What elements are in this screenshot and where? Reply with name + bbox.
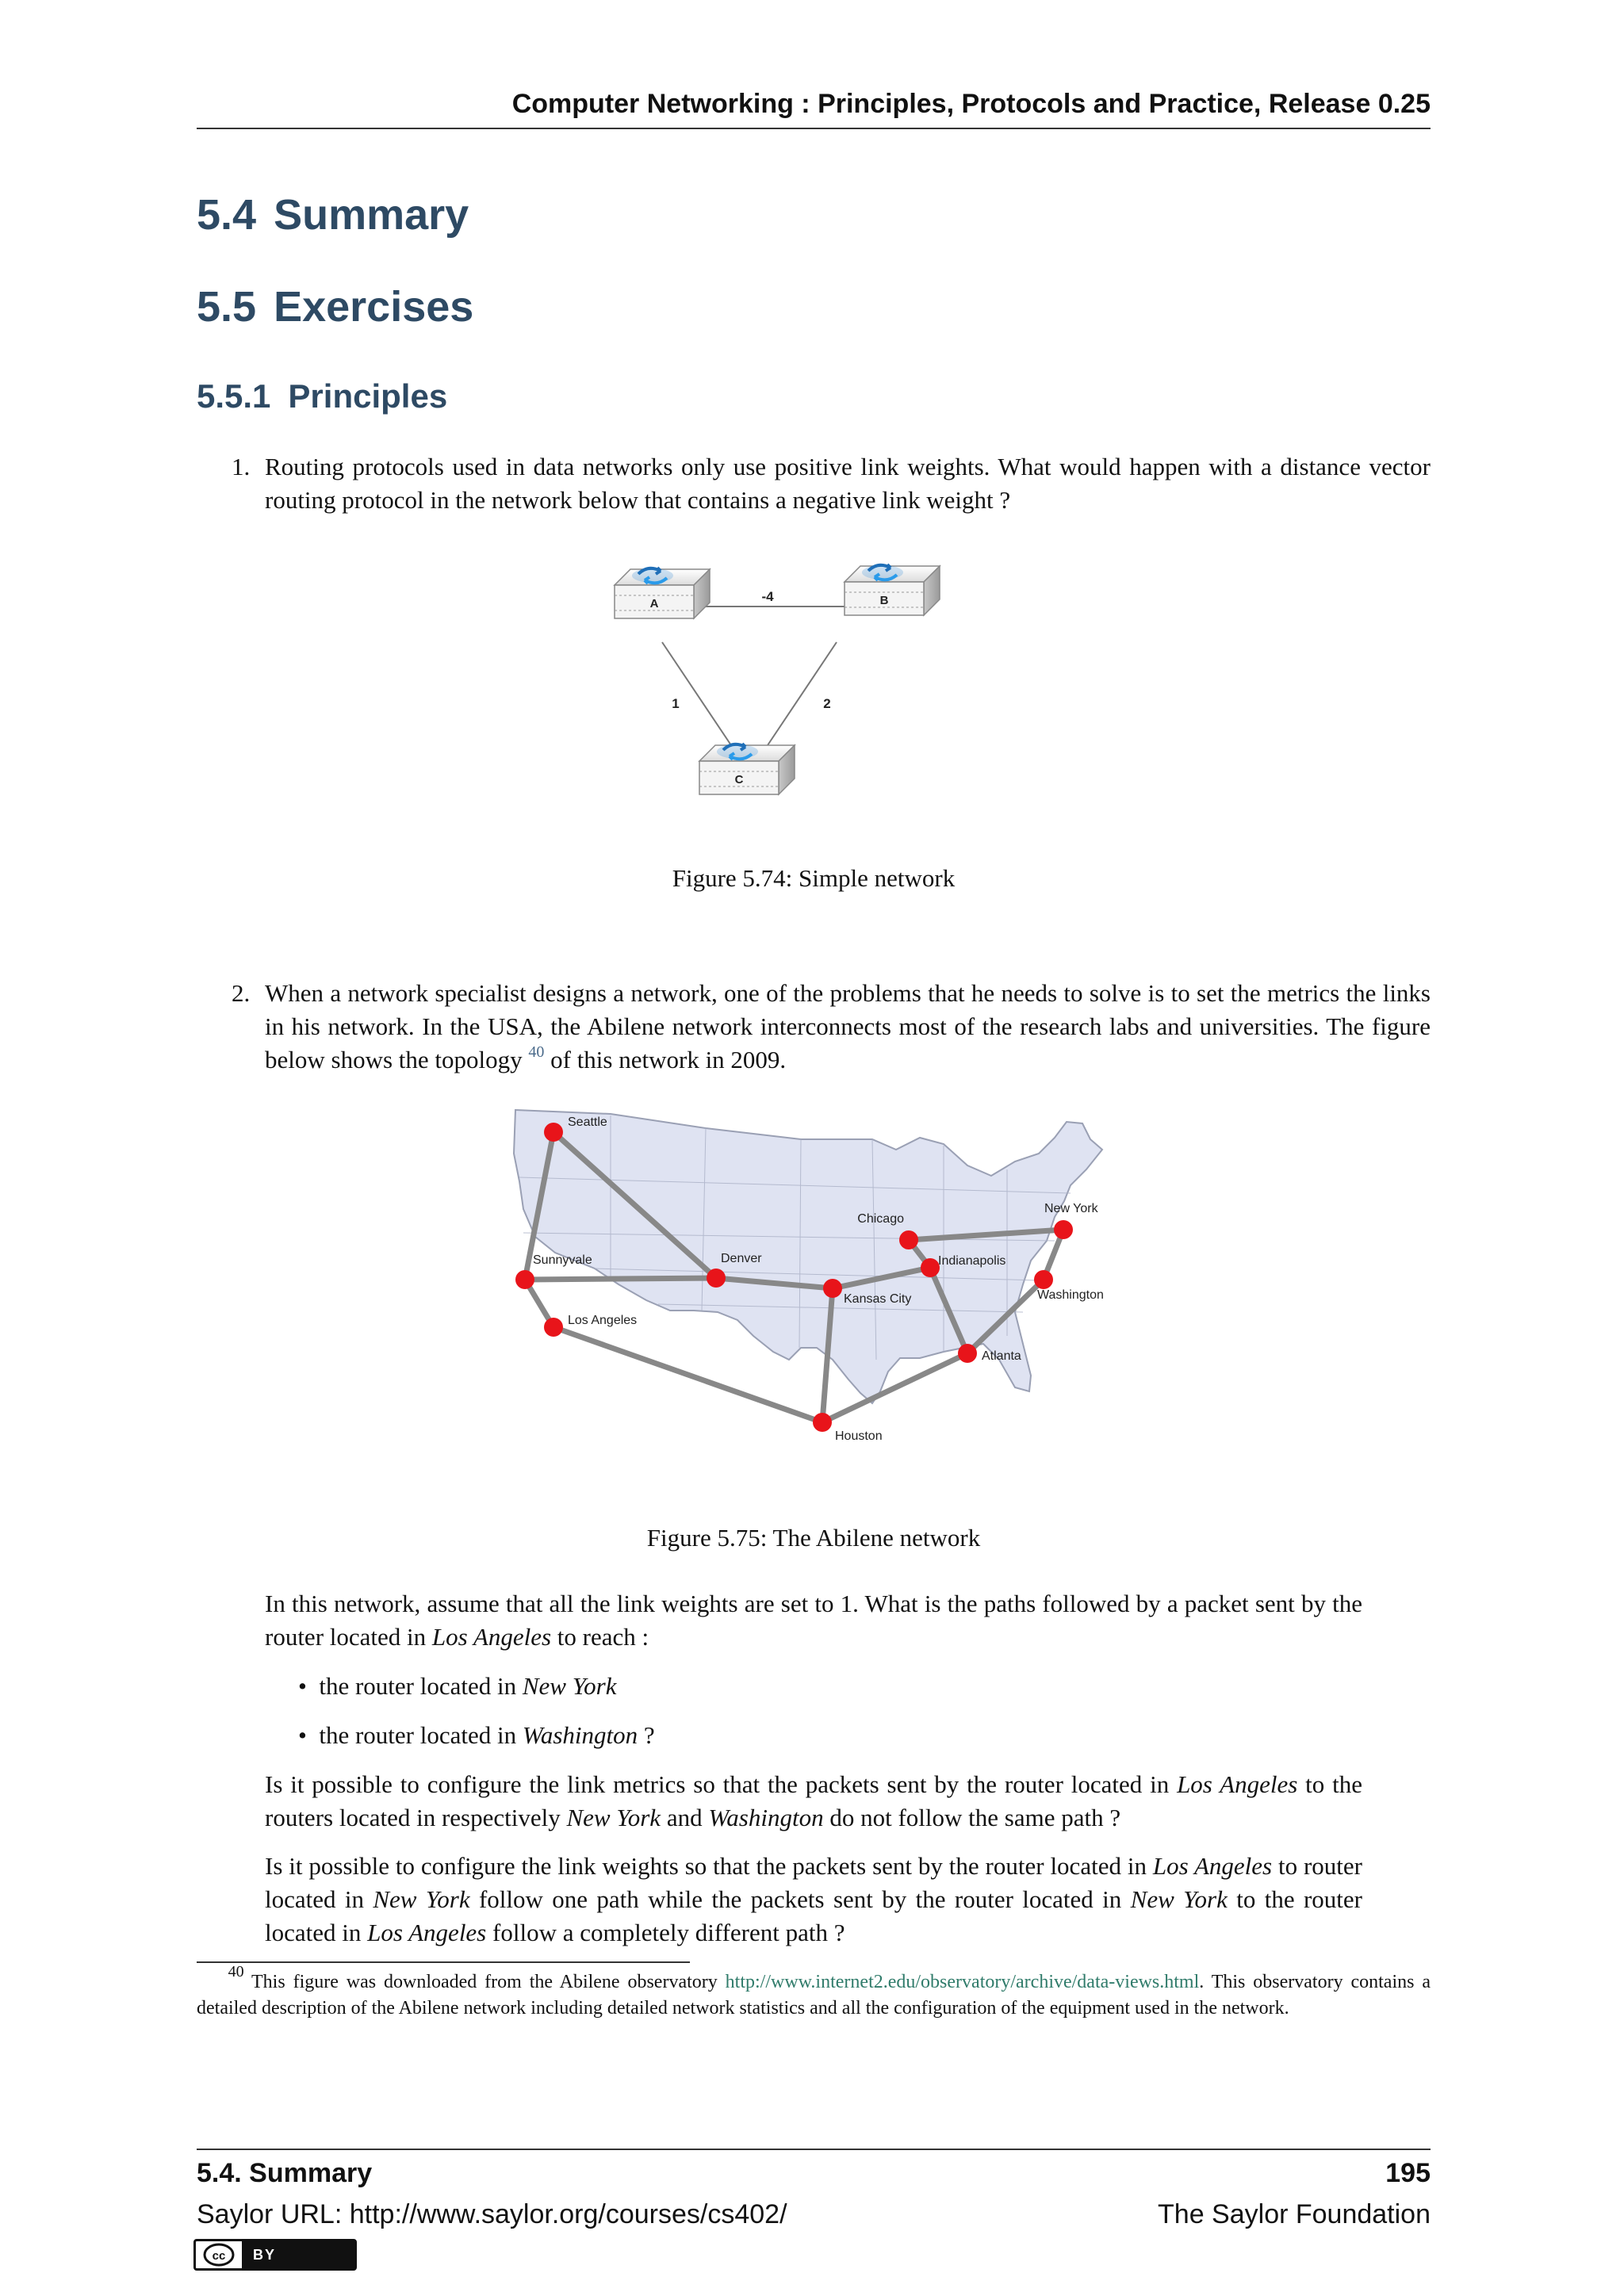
footer-url[interactable]: Saylor URL: http://www.saylor.org/courses/cs402/ (197, 2199, 787, 2229)
city-label-atlanta: Atlanta (982, 1349, 1021, 1363)
question-text: to the router located in (265, 1885, 1362, 1946)
question-text: Is it possible to configure the link weights so that the packets sent by the router located in (265, 1852, 1153, 1880)
link-a-c (662, 642, 731, 745)
footnote-rule (197, 1961, 690, 1963)
section-title: Exercises (274, 283, 474, 331)
question-3 (265, 1850, 1362, 1950)
footer-publisher: The Saylor Foundation (1158, 2199, 1431, 2229)
figure-caption-74: Figure 5.74: Simple network (672, 864, 956, 892)
header-rule (197, 128, 1431, 129)
cc-icon (196, 2241, 242, 2268)
footnote-link[interactable]: http://www.internet2.edu/observatory/archive/data-views.html (725, 1972, 1200, 1992)
city-name: New York (1130, 1885, 1228, 1913)
router-label-c: C (734, 773, 744, 786)
footer-rule (197, 2149, 1431, 2150)
exercise-number: 1. (232, 453, 251, 480)
question-text: follow one path while the packets sent by the router located in (469, 1885, 1131, 1913)
city-label-washington: Washington (1037, 1288, 1104, 1302)
city-name: Washington (708, 1804, 824, 1831)
question-text: Is it possible to configure the link metrics so that the packets sent by the router located in (265, 1770, 1178, 1798)
node-indianapolis (921, 1258, 940, 1277)
section-heading-summary (197, 190, 469, 239)
subsection-title: Principles (288, 377, 448, 415)
footer-section: 5.4. Summary (197, 2158, 373, 2188)
city-label-sunnyvale: Sunnyvale (533, 1253, 592, 1267)
city-name: Los Angeles (1177, 1770, 1298, 1798)
question-intro-end: to reach : (551, 1623, 649, 1651)
question-text: follow a completely different path ? (486, 1919, 845, 1946)
figure-caption-75: Figure 5.75: The Abilene network (646, 1524, 981, 1552)
page-number: 195 (1385, 2158, 1431, 2188)
weight-label-a-b: -4 (761, 589, 774, 604)
node-los-angeles (544, 1318, 563, 1337)
city-label-chicago: Chicago (857, 1212, 904, 1226)
exercise-1-text: Routing protocols used in data networks only use positive link weights. What would happen with a distance vector routing protocol in the network below that contains a negative link weight ? (265, 453, 1431, 514)
node-houston (813, 1413, 832, 1432)
router-label-b: B (879, 594, 889, 607)
footnote-text: This figure was downloaded from the Abilene observatory (243, 1972, 726, 1992)
bullet-text: the router located in (319, 1672, 523, 1700)
license-by-label: BY (242, 2241, 354, 2268)
section-heading-exercises (197, 282, 473, 331)
cc-icon-text: cc (212, 2249, 226, 2263)
city-label-indianapolis: Indianapolis (938, 1254, 1006, 1268)
city-name: New York (566, 1804, 661, 1831)
city-name: Washington (522, 1721, 638, 1749)
router-label-a: A (649, 597, 659, 610)
node-kansas-city (823, 1279, 842, 1298)
section-title: Summary (274, 191, 469, 239)
section-number: 5.4 (197, 191, 257, 239)
cc-by-license-badge[interactable] (193, 2239, 357, 2271)
city-label-kansas-city: Kansas City (844, 1292, 912, 1306)
exercise-number: 2. (232, 979, 251, 1007)
running-header: Computer Networking : Principles, Protocols and Practice, Release 0.25 (511, 89, 1431, 119)
city-label-houston: Houston (835, 1429, 883, 1443)
city-label-seattle: Seattle (568, 1115, 607, 1129)
question-text: to router located in (265, 1852, 1362, 1913)
subsection-heading-principles (197, 377, 447, 415)
footnote-text: . This observatory contains a detailed description of the Abilene network including detailed network statistics and all the configuration of the equipment used in the network. (197, 1972, 1431, 2019)
list-item (298, 1670, 616, 1703)
city-label-los-angeles: Los Angeles (568, 1314, 638, 1327)
figure-abilene-network (500, 1106, 1134, 1487)
bullet-marker: • (298, 1672, 307, 1700)
node-denver (707, 1269, 726, 1288)
city-name: Los Angeles (367, 1919, 487, 1946)
figure-simple-network (587, 555, 952, 840)
router-b-icon (845, 564, 940, 615)
exercise-2-text (265, 977, 1431, 1077)
node-seattle (544, 1123, 563, 1142)
node-sunnyvale (515, 1270, 534, 1289)
section-number: 5.5 (197, 283, 257, 331)
question-text: and (661, 1804, 709, 1831)
question-intro (265, 1587, 1362, 1654)
link-sunnyvale-denver (525, 1278, 716, 1280)
question-text: to the routers located in respectively (265, 1770, 1362, 1831)
weight-label-a-c: 1 (672, 696, 680, 711)
router-c-icon (699, 744, 795, 794)
city-name: New York (373, 1885, 470, 1913)
city-name: New York (522, 1672, 617, 1700)
footnote-ref[interactable]: 40 (528, 1043, 545, 1061)
footnote (197, 1963, 1431, 2022)
question-text: do not follow the same path ? (823, 1804, 1121, 1831)
exercise-2-text-after: of this network in 2009. (544, 1046, 787, 1073)
bullet-text: the router located in (319, 1721, 523, 1749)
subsection-number: 5.5.1 (197, 377, 271, 415)
node-atlanta (958, 1344, 977, 1363)
footnote-number: 40 (228, 1963, 244, 1980)
city-name: Los Angeles (1152, 1852, 1273, 1880)
city-name: Los Angeles (431, 1623, 552, 1651)
node-washington (1034, 1270, 1053, 1289)
bullet-marker: • (298, 1721, 307, 1749)
bullet-end: ? (638, 1721, 655, 1749)
router-a-icon (615, 568, 710, 618)
exercise-2-text-before: When a network specialist designs a network, one of the problems that he needs to solve is to set the metrics the links in his network. In the USA, the Abilene network interconnects most of the research labs and universities. The figure below shows the topology (265, 979, 1431, 1073)
weight-label-b-c: 2 (823, 696, 831, 711)
node-new-york (1054, 1220, 1073, 1239)
city-label-denver: Denver (721, 1252, 762, 1265)
node-chicago (899, 1230, 918, 1249)
question-2 (265, 1768, 1362, 1835)
list-item (298, 1719, 655, 1752)
city-label-new-york: New York (1044, 1202, 1098, 1215)
link-b-c (768, 642, 837, 745)
question-intro-text: In this network, assume that all the link weights are set to 1. What is the paths followed by a packet sent by the router located in (265, 1590, 1362, 1651)
